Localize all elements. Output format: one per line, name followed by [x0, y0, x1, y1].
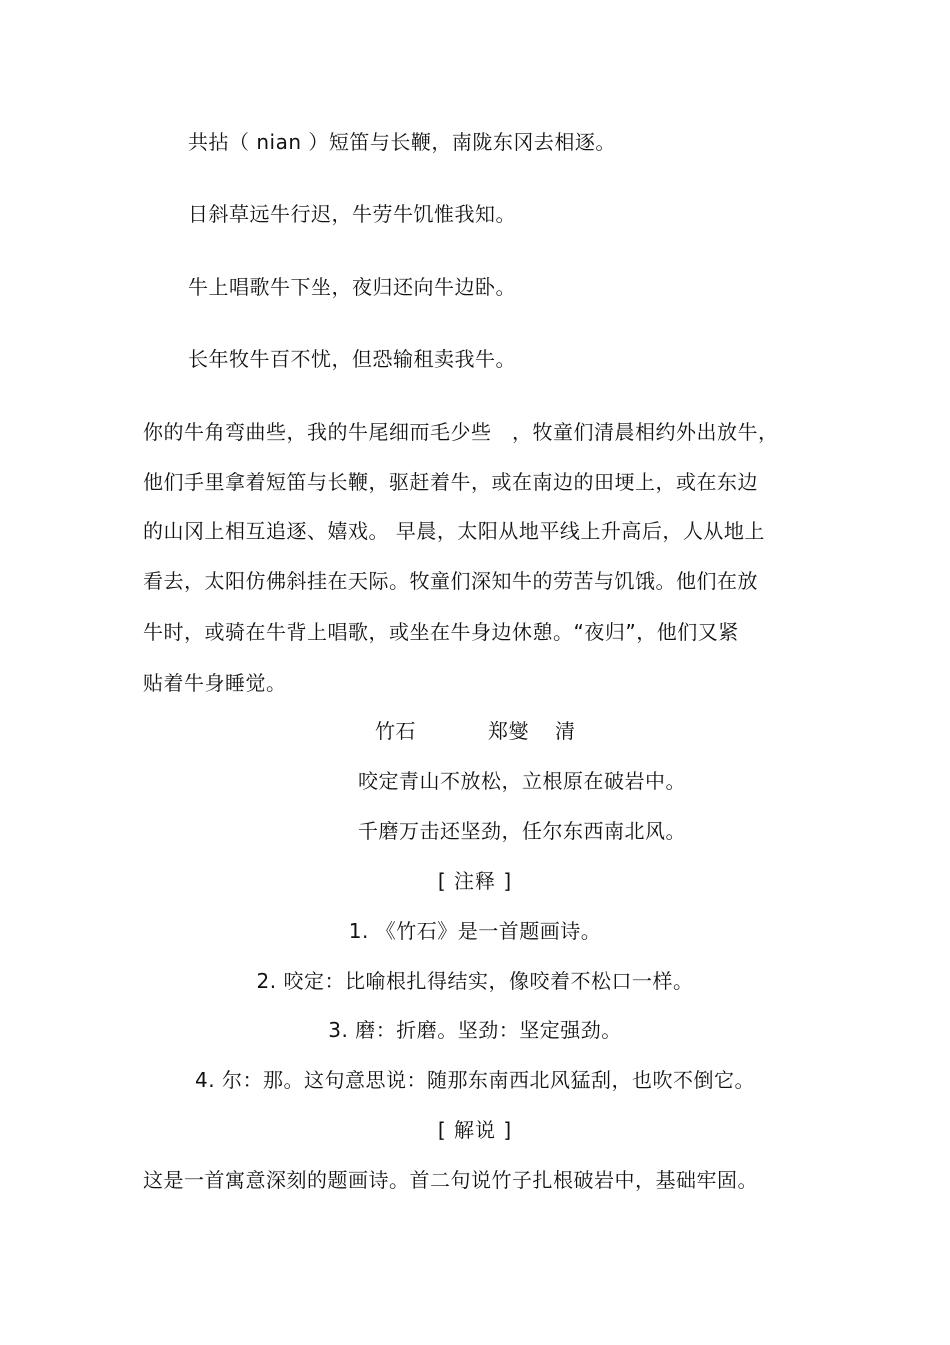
poem-title: 竹石 [375, 719, 416, 743]
poem-line: 日斜草远牛行迟，牛劳牛饥惟我知。 [188, 202, 516, 226]
poem-dynasty: 清 [555, 719, 576, 743]
commentary-heading: [ 解说 ] [437, 1118, 513, 1142]
explanation-line: 你的牛角弯曲些，我的牛尾细而毛少些 ，牧童们清晨相约外出放牛， [143, 420, 779, 444]
poem-line: 长年牧牛百不忧，但恐输租卖我牛。 [188, 347, 516, 371]
poem-line: 千磨万击还坚劲，任尔东西南北风。 [358, 819, 686, 843]
explanation-line: 他们手里拿着短笛与长鞭，驱赶着牛，或在南边的田埂上，或在东边 [143, 470, 758, 494]
note-item: 3. 磨：折磨。坚劲：坚定强劲。 [328, 1018, 622, 1042]
notes-heading: [ 注释 ] [437, 869, 513, 893]
note-item: 1. 《竹石》是一首题画诗。 [348, 919, 602, 943]
poem-line: 牛上唱歌牛下坐，夜归还向牛边卧。 [188, 275, 516, 299]
poem-line: 共拈（ nian ）短笛与长鞭，南陇东冈去相逐。 [188, 130, 616, 154]
poem-line: 咬定青山不放松，立根原在破岩中。 [358, 769, 686, 793]
explanation-line: 的山冈上相互追逐、嬉戏。 早晨，太阳从地平线上升高后，人从地上 [143, 519, 765, 543]
note-item: 4. 尔：那。这句意思说：随那东南西北风猛刮，也吹不倒它。 [195, 1068, 755, 1092]
explanation-line: 牛时，或骑在牛背上唱歌，或坐在牛身边休憩。“夜归”，他们又紧 [143, 620, 739, 644]
poem-author: 郑燮 [488, 719, 529, 743]
note-item: 2. 咬定：比喻根扎得结实，像咬着不松口一样。 [256, 969, 694, 993]
explanation-line: 看去，太阳仿佛斜挂在天际。牧童们深知牛的劳苦与饥饿。他们在放 [143, 569, 758, 593]
commentary-text: 这是一首寓意深刻的题画诗。首二句说竹子扎根破岩中，基础牢固。 [143, 1168, 758, 1192]
explanation-line: 贴着牛身睡觉。 [143, 671, 287, 695]
